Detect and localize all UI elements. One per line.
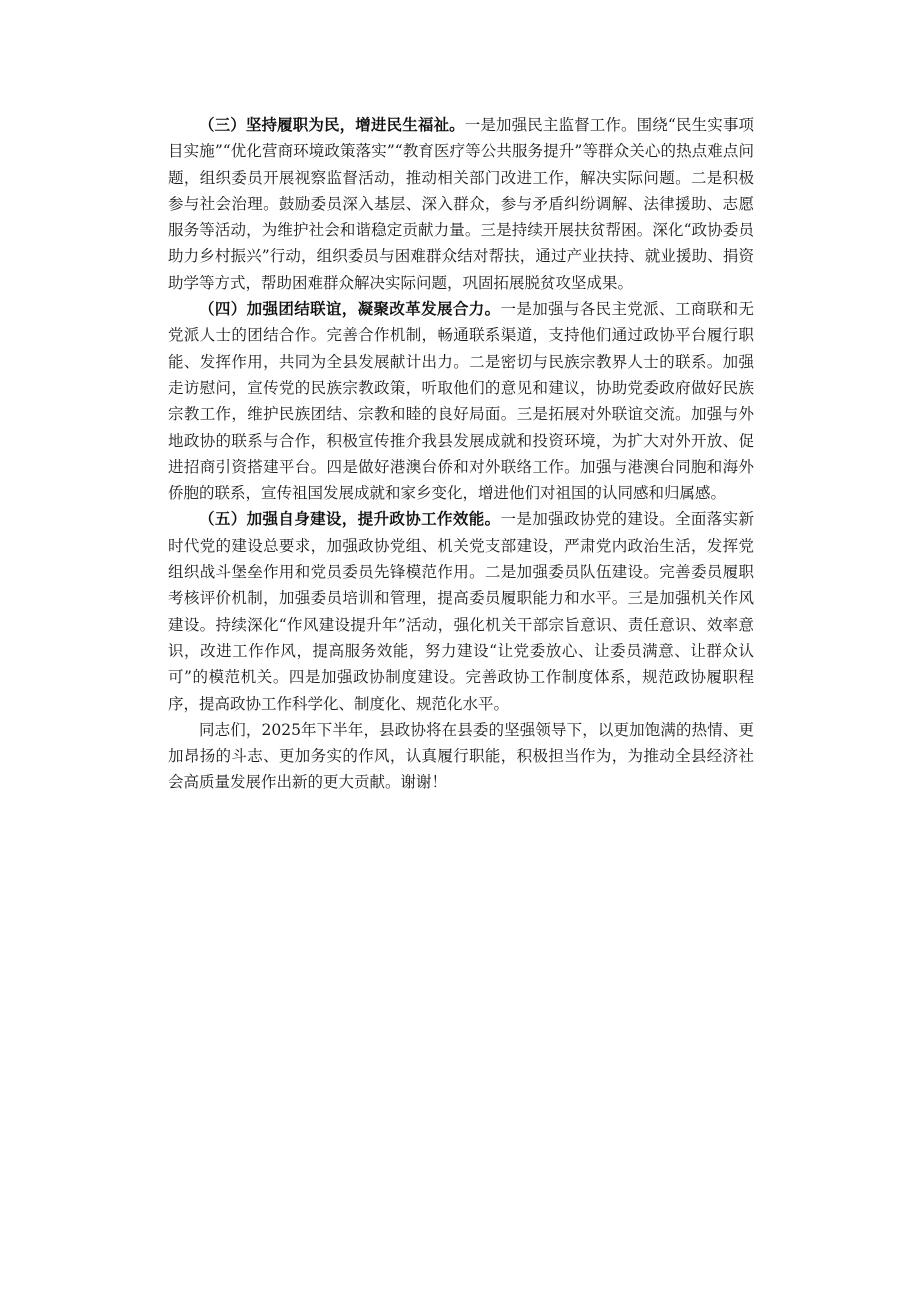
paragraph-text: 一是加强政协党的建设。全面落实新时代党的建设总要求，加强政协党组、机关党支部建设，严肃党内政治生活，发挥党组织战斗堡垒作用和党员委员先锋模范作用。二是加强委员队伍建设。完善委员履职考核评价机制，加强委员培训和管理，提高委员履职能力和水平。三是加强机关作风建设。持续深化“作风建设提升年”活动，强化机关干部宗旨意识、责任意识、效率意识，改进工作作风，提高服务效能，努力建设“让党委放心、让委员满意、让群众认可”的模范机关。四是加强政协制度建设。完善政协工作制度体系，规范政协履职程序，提高政协工作科学化、制度化、规范化水平。 xyxy=(168,510,754,713)
paragraph-text: 一是加强与各民主党派、工商联和无党派人士的团结合作。完善合作机制，畅通联系渠道，支持他们通过政协平台履行职能、发挥作用，共同为全县发展献计出力。二是密切与民族宗教界人士的联系。加强走访慰问，宣传党的民族宗教政策，听取他们的意见和建议，协助党委政府做好民族宗教工作，维护民族团结、宗教和睦的良好局面。三是拓展对外联谊交流。加强与外地政协的联系与合作，积极宣传推介我县发展成就和投资环境，为扩大对外开放、促进招商引资搭建平台。四是做好港澳台侨和对外联络工作。加强与港澳台同胞和海外侨胞的联系，宣传祖国发展成就和家乡变化，增进他们对祖国的认同感和归属感。 xyxy=(168,300,754,503)
paragraph-livelihood xyxy=(168,112,754,296)
document-body xyxy=(168,112,754,796)
section-heading-five: （五）加强自身建设，提升政协工作效能。 xyxy=(199,509,501,529)
paragraph-closing xyxy=(168,717,754,796)
paragraph-unity xyxy=(168,296,754,506)
closing-text: 同志们，2025年下半年，县政协将在县委的坚强领导下，以更加饱满的热情、更加昂扬的斗志、更加务实的作风，认真履行职能，积极担当作为，为推动全县经济社会高质量发展作出新的更大贡献。谢谢！ xyxy=(168,720,754,792)
section-heading-three: （三）坚持履职为民，增进民生福祉。 xyxy=(199,115,465,134)
paragraph-text: 一是加强民主监督工作。围绕“民生实事项目实施”“优化营商环境政策落实”“教育医疗等公共服务提升”等群众关心的热点难点问题，组织委员开展视察监督活动，推动相关部门改进工作，解决实际问题。二是积极参与社会治理。鼓励委员深入基层、深入群众，参与矛盾纠纷调解、法律援助、志愿服务等活动，为维护社会和谐稳定贡献力量。三是持续开展扶贫帮困。深化“政协委员助力乡村振兴”行动，组织委员与困难群众结对帮扶，通过产业扶持、就业援助、捐资助学等方式，帮助困难群众解决实际问题，巩固拓展脱贫攻坚成果。 xyxy=(168,116,754,292)
section-heading-four: （四）加强团结联谊，凝聚改革发展合力。 xyxy=(199,299,501,319)
paragraph-self-building xyxy=(168,506,754,716)
